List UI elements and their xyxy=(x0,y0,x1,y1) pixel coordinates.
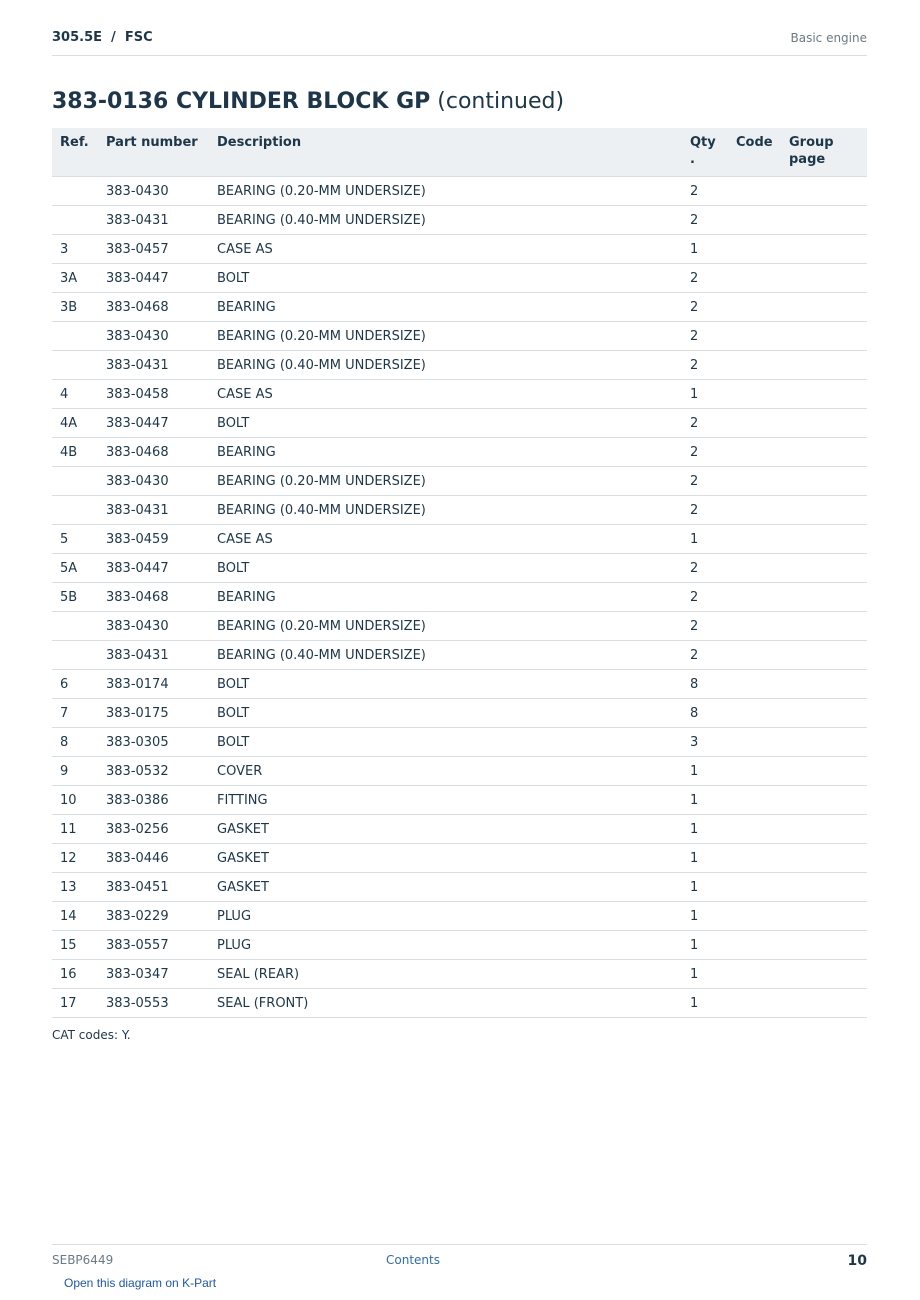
table-row xyxy=(52,612,867,641)
description-cell: GASKET xyxy=(209,844,682,873)
ref-cell: 16 xyxy=(52,960,98,989)
qty-cell: 1 xyxy=(682,960,728,989)
description-cell: BOLT xyxy=(209,554,682,583)
ref-cell: 3A xyxy=(52,264,98,293)
qty-cell: 2 xyxy=(682,177,728,206)
code-cell xyxy=(728,612,781,641)
description-cell: BEARING (0.20-MM UNDERSIZE) xyxy=(209,612,682,641)
description-cell: CASE AS xyxy=(209,380,682,409)
table-row xyxy=(52,264,867,293)
ref-cell xyxy=(52,351,98,380)
code-cell xyxy=(728,438,781,467)
qty-cell: 1 xyxy=(682,873,728,902)
group-page-cell xyxy=(781,380,867,409)
code-cell xyxy=(728,264,781,293)
qty-cell: 2 xyxy=(682,554,728,583)
qty-cell: 2 xyxy=(682,409,728,438)
ref-cell: 4B xyxy=(52,438,98,467)
description-cell: BOLT xyxy=(209,409,682,438)
table-row xyxy=(52,641,867,670)
group-page-cell xyxy=(781,873,867,902)
part-number-cell: 383-0430 xyxy=(98,612,209,641)
group-page-cell xyxy=(781,815,867,844)
code-cell xyxy=(728,322,781,351)
qty-cell: 1 xyxy=(682,902,728,931)
ref-cell: 13 xyxy=(52,873,98,902)
ref-cell: 6 xyxy=(52,670,98,699)
part-number-cell: 383-0430 xyxy=(98,467,209,496)
code-cell xyxy=(728,960,781,989)
part-number-cell: 383-0532 xyxy=(98,757,209,786)
ref-cell: 3 xyxy=(52,235,98,264)
table-row xyxy=(52,496,867,525)
description-cell: BOLT xyxy=(209,264,682,293)
table-row xyxy=(52,844,867,873)
parts-table xyxy=(52,128,867,1018)
table-row xyxy=(52,989,867,1018)
description-cell: FITTING xyxy=(209,786,682,815)
qty-cell: 1 xyxy=(682,757,728,786)
ref-cell: 5A xyxy=(52,554,98,583)
code-cell xyxy=(728,873,781,902)
table-row xyxy=(52,699,867,728)
col-part-number-header: Part number xyxy=(106,135,198,150)
ref-cell: 11 xyxy=(52,815,98,844)
group-page-cell xyxy=(781,931,867,960)
description-cell: PLUG xyxy=(209,902,682,931)
part-number-cell: 383-0175 xyxy=(98,699,209,728)
table-row xyxy=(52,902,867,931)
qty-cell: 1 xyxy=(682,380,728,409)
qty-cell: 2 xyxy=(682,438,728,467)
qty-cell: 2 xyxy=(682,264,728,293)
table-row xyxy=(52,786,867,815)
ref-cell: 17 xyxy=(52,989,98,1018)
table-row xyxy=(52,728,867,757)
table-row xyxy=(52,322,867,351)
description-cell: BEARING xyxy=(209,583,682,612)
description-cell: BOLT xyxy=(209,670,682,699)
qty-cell: 2 xyxy=(682,293,728,322)
description-cell: GASKET xyxy=(209,873,682,902)
group-page-cell xyxy=(781,525,867,554)
part-number-cell: 383-0431 xyxy=(98,641,209,670)
description-cell: SEAL (FRONT) xyxy=(209,989,682,1018)
model-label: 305.5E / FSC xyxy=(52,30,153,45)
part-number-cell: 383-0458 xyxy=(98,380,209,409)
description-cell: BEARING xyxy=(209,293,682,322)
table-row xyxy=(52,293,867,322)
section-label: Basic engine xyxy=(790,31,867,45)
group-page-cell xyxy=(781,583,867,612)
description-cell: BEARING (0.20-MM UNDERSIZE) xyxy=(209,177,682,206)
table-row xyxy=(52,438,867,467)
description-cell: BOLT xyxy=(209,699,682,728)
code-cell xyxy=(728,931,781,960)
group-page-cell xyxy=(781,177,867,206)
ref-cell: 5B xyxy=(52,583,98,612)
code-cell xyxy=(728,554,781,583)
group-page-cell xyxy=(781,786,867,815)
group-page-cell xyxy=(781,351,867,380)
part-number-cell: 383-0553 xyxy=(98,989,209,1018)
table-row xyxy=(52,873,867,902)
description-cell: BEARING xyxy=(209,438,682,467)
qty-cell: 1 xyxy=(682,989,728,1018)
description-cell: COVER xyxy=(209,757,682,786)
code-cell xyxy=(728,583,781,612)
qty-cell: 1 xyxy=(682,844,728,873)
table-row xyxy=(52,757,867,786)
ref-cell: 8 xyxy=(52,728,98,757)
code-cell xyxy=(728,815,781,844)
table-row xyxy=(52,931,867,960)
group-page-cell xyxy=(781,409,867,438)
description-cell: CASE AS xyxy=(209,525,682,554)
ref-cell xyxy=(52,177,98,206)
group-page-cell xyxy=(781,670,867,699)
qty-cell: 2 xyxy=(682,583,728,612)
qty-cell: 1 xyxy=(682,525,728,554)
description-cell: BEARING (0.20-MM UNDERSIZE) xyxy=(209,322,682,351)
table-row xyxy=(52,815,867,844)
description-cell: CASE AS xyxy=(209,235,682,264)
qty-cell: 8 xyxy=(682,670,728,699)
part-number-cell: 383-0447 xyxy=(98,409,209,438)
group-page-cell xyxy=(781,206,867,235)
description-cell: BEARING (0.40-MM UNDERSIZE) xyxy=(209,641,682,670)
code-cell xyxy=(728,467,781,496)
ref-cell xyxy=(52,467,98,496)
qty-cell: 2 xyxy=(682,322,728,351)
part-number-cell: 383-0431 xyxy=(98,496,209,525)
qty-cell: 2 xyxy=(682,641,728,670)
description-cell: BEARING (0.20-MM UNDERSIZE) xyxy=(209,467,682,496)
group-page-cell xyxy=(781,757,867,786)
col-code-header: Code xyxy=(736,135,773,150)
page-header xyxy=(52,28,867,56)
group-page-cell xyxy=(781,235,867,264)
table-row xyxy=(52,177,867,206)
ref-cell: 5 xyxy=(52,525,98,554)
code-cell xyxy=(728,351,781,380)
part-number-cell: 383-0557 xyxy=(98,931,209,960)
qty-cell: 3 xyxy=(682,728,728,757)
title-main: 383-0136 CYLINDER BLOCK GP xyxy=(52,89,431,114)
table-row xyxy=(52,583,867,612)
ref-cell xyxy=(52,322,98,351)
group-page-cell xyxy=(781,728,867,757)
part-number-cell: 383-0305 xyxy=(98,728,209,757)
ref-cell: 15 xyxy=(52,931,98,960)
code-cell xyxy=(728,496,781,525)
table-row xyxy=(52,670,867,699)
ref-cell: 14 xyxy=(52,902,98,931)
table-row xyxy=(52,525,867,554)
description-cell: BEARING (0.40-MM UNDERSIZE) xyxy=(209,351,682,380)
part-number-cell: 383-0386 xyxy=(98,786,209,815)
group-page-cell xyxy=(781,467,867,496)
code-cell xyxy=(728,177,781,206)
qty-cell: 1 xyxy=(682,815,728,844)
part-number-cell: 383-0451 xyxy=(98,873,209,902)
group-page-cell xyxy=(781,264,867,293)
col-description-header: Description xyxy=(217,135,302,150)
ref-cell: 7 xyxy=(52,699,98,728)
parts-table-body xyxy=(52,177,867,1018)
description-cell: BEARING (0.40-MM UNDERSIZE) xyxy=(209,206,682,235)
page-number: 10 xyxy=(847,1253,867,1269)
kpart-link[interactable]: Open this diagram on K-Part xyxy=(64,1276,217,1290)
part-number-cell: 383-0457 xyxy=(98,235,209,264)
group-page-cell xyxy=(781,989,867,1018)
code-cell xyxy=(728,844,781,873)
code-cell xyxy=(728,989,781,1018)
part-number-cell: 383-0256 xyxy=(98,815,209,844)
ref-cell: 4 xyxy=(52,380,98,409)
ref-cell: 3B xyxy=(52,293,98,322)
group-page-cell xyxy=(781,496,867,525)
part-number-cell: 383-0229 xyxy=(98,902,209,931)
group-page-cell xyxy=(781,612,867,641)
code-cell xyxy=(728,757,781,786)
col-ref-header: Ref. xyxy=(60,135,89,150)
part-number-cell: 383-0430 xyxy=(98,177,209,206)
part-number-cell: 383-0430 xyxy=(98,322,209,351)
group-page-cell xyxy=(781,554,867,583)
description-cell: BEARING (0.40-MM UNDERSIZE) xyxy=(209,496,682,525)
title-suffix: (continued) xyxy=(430,89,565,114)
ref-cell xyxy=(52,641,98,670)
part-number-cell: 383-0468 xyxy=(98,293,209,322)
code-cell xyxy=(728,525,781,554)
ref-cell: 12 xyxy=(52,844,98,873)
code-cell xyxy=(728,409,781,438)
table-row xyxy=(52,409,867,438)
ref-cell: 10 xyxy=(52,786,98,815)
code-cell xyxy=(728,670,781,699)
part-number-cell: 383-0459 xyxy=(98,525,209,554)
description-cell: BOLT xyxy=(209,728,682,757)
qty-cell: 1 xyxy=(682,931,728,960)
page-title xyxy=(52,89,564,114)
col-qty-header: Qty . xyxy=(690,135,716,167)
group-page-cell xyxy=(781,699,867,728)
qty-cell: 2 xyxy=(682,467,728,496)
table-row xyxy=(52,206,867,235)
table-row xyxy=(52,235,867,264)
part-number-cell: 383-0431 xyxy=(98,351,209,380)
group-page-cell xyxy=(781,438,867,467)
group-page-cell xyxy=(781,902,867,931)
code-cell xyxy=(728,641,781,670)
qty-cell: 2 xyxy=(682,206,728,235)
table-row xyxy=(52,960,867,989)
qty-cell: 1 xyxy=(682,786,728,815)
ref-cell xyxy=(52,496,98,525)
code-cell xyxy=(728,902,781,931)
ref-cell: 4A xyxy=(52,409,98,438)
code-cell xyxy=(728,235,781,264)
code-cell xyxy=(728,206,781,235)
group-page-cell xyxy=(781,844,867,873)
table-row xyxy=(52,380,867,409)
part-number-cell: 383-0446 xyxy=(98,844,209,873)
group-page-cell xyxy=(781,322,867,351)
part-number-cell: 383-0447 xyxy=(98,264,209,293)
table-row xyxy=(52,467,867,496)
contents-link[interactable]: Contents xyxy=(386,1253,440,1267)
table-header-row xyxy=(52,128,867,177)
part-number-cell: 383-0447 xyxy=(98,554,209,583)
part-number-cell: 383-0468 xyxy=(98,583,209,612)
table-row xyxy=(52,351,867,380)
part-number-cell: 383-0174 xyxy=(98,670,209,699)
page-footer xyxy=(52,1244,867,1275)
code-cell xyxy=(728,380,781,409)
description-cell: PLUG xyxy=(209,931,682,960)
ref-cell: 9 xyxy=(52,757,98,786)
part-number-cell: 383-0468 xyxy=(98,438,209,467)
qty-cell: 2 xyxy=(682,496,728,525)
qty-cell: 8 xyxy=(682,699,728,728)
document-id: SEBP6449 xyxy=(52,1253,114,1267)
table-row xyxy=(52,554,867,583)
ref-cell xyxy=(52,206,98,235)
ref-cell xyxy=(52,612,98,641)
col-group-page-header: Group page xyxy=(789,135,834,167)
description-cell: GASKET xyxy=(209,815,682,844)
cat-codes-note: CAT codes: Y. xyxy=(52,1028,131,1042)
code-cell xyxy=(728,293,781,322)
qty-cell: 1 xyxy=(682,235,728,264)
qty-cell: 2 xyxy=(682,351,728,380)
part-number-cell: 383-0431 xyxy=(98,206,209,235)
code-cell xyxy=(728,786,781,815)
description-cell: SEAL (REAR) xyxy=(209,960,682,989)
group-page-cell xyxy=(781,641,867,670)
group-page-cell xyxy=(781,293,867,322)
code-cell xyxy=(728,699,781,728)
part-number-cell: 383-0347 xyxy=(98,960,209,989)
code-cell xyxy=(728,728,781,757)
group-page-cell xyxy=(781,960,867,989)
qty-cell: 2 xyxy=(682,612,728,641)
